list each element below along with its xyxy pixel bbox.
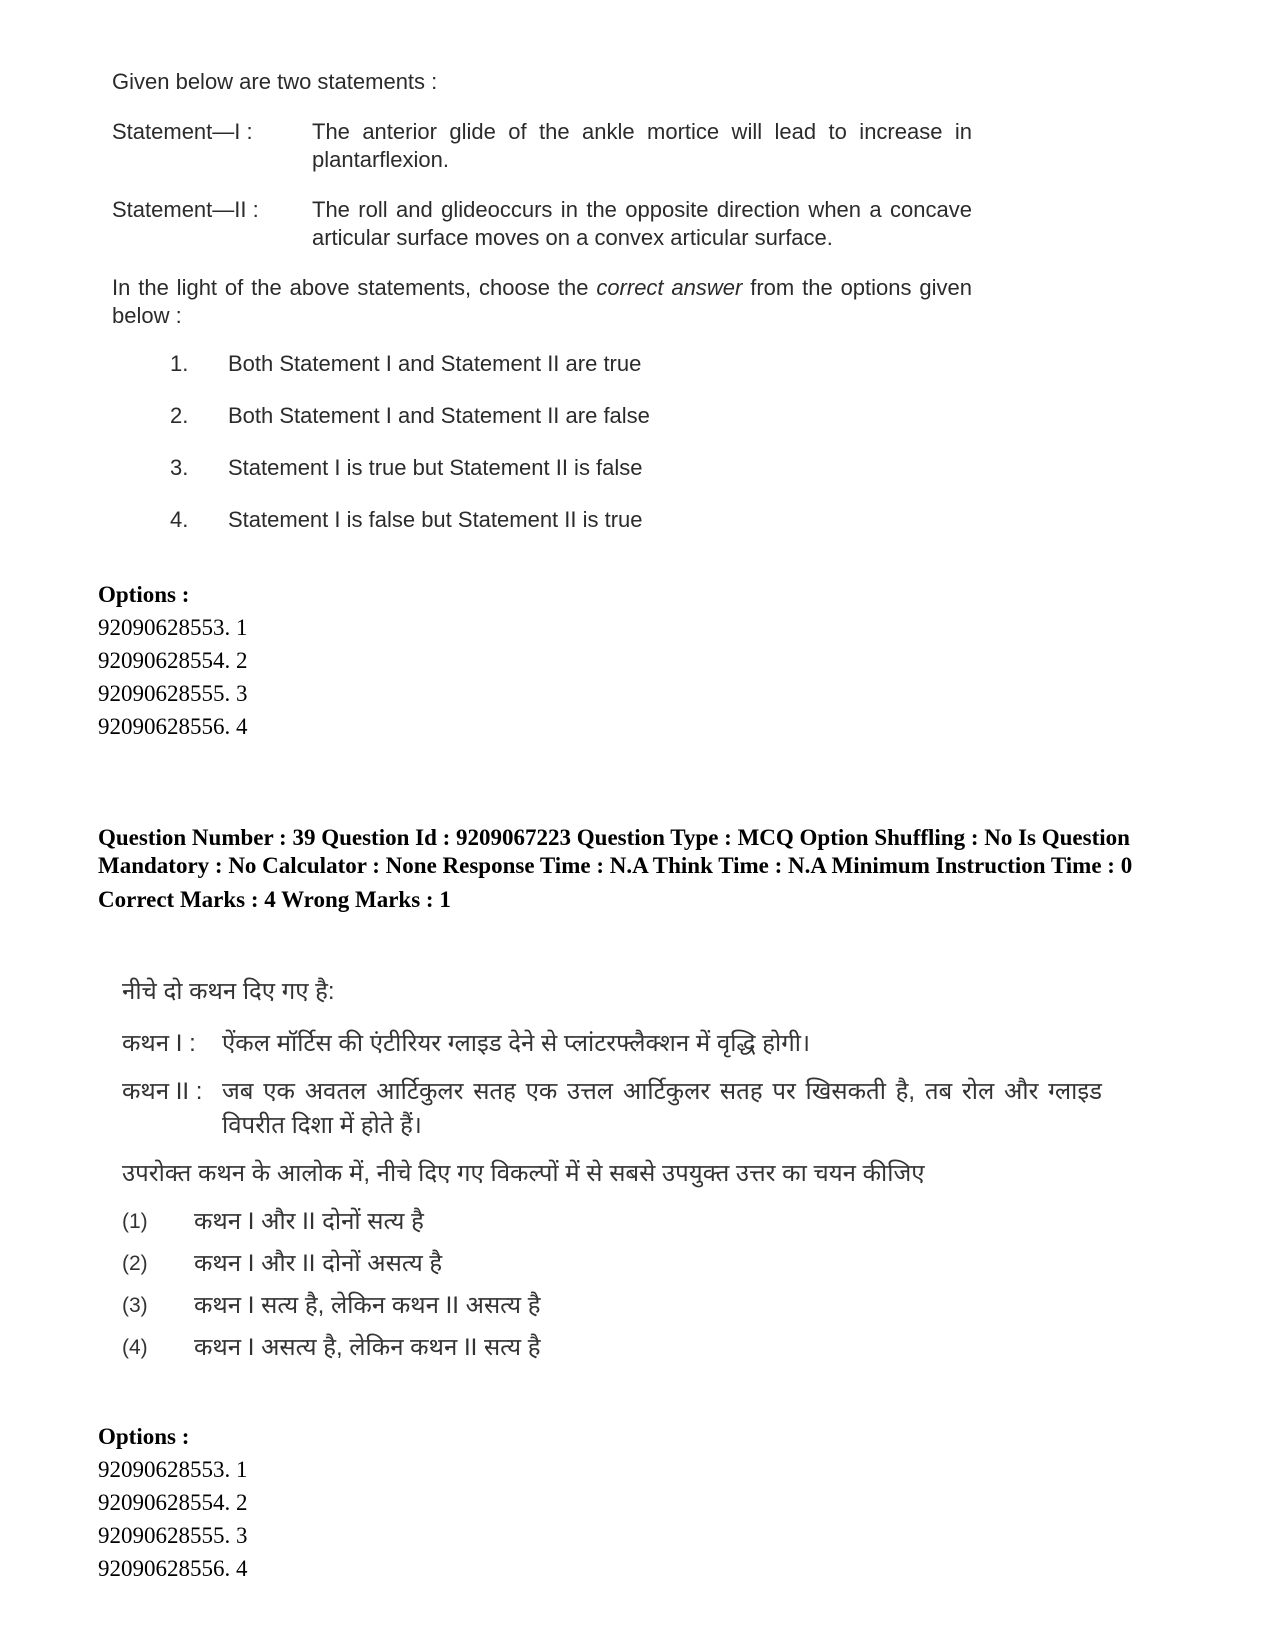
choice-text: Statement I is false but Statement II is true — [228, 507, 643, 532]
question-image-english — [112, 68, 972, 558]
question-meta-line: Question Number : 39 Question Id : 9209067223 Question Type : MCQ Option Shuffling : No Is Question Mandatory : No Calculator : None Response Time : N.A Think Time : N.A Minimum Instruction Time : 0 — [98, 825, 1133, 878]
statement-1-label: कथन I : — [122, 1030, 196, 1057]
statement-2-label: Statement—II : — [112, 197, 259, 222]
answer-choice — [170, 454, 972, 506]
option-id-line: 92090628554. 2 — [98, 648, 248, 673]
choice-number: 2. — [170, 403, 189, 428]
option-id-line: 92090628554. 2 — [98, 1490, 248, 1515]
options-block — [98, 578, 248, 743]
answer-choices — [122, 1205, 1102, 1373]
statement-1-label: Statement—I : — [112, 119, 253, 144]
question-intro: Given below are two statements : — [112, 69, 438, 94]
choice-text: Both Statement I and Statement II are false — [228, 403, 650, 428]
option-id-line: 92090628555. 3 — [98, 681, 248, 706]
statement-2-text: जब एक अवतल आर्टिकुलर सतह एक उत्तल आर्टिकुलर सतह पर खिसकती है, तब रोल और ग्लाइड विपरीत दिशा में होते हैं। — [222, 1078, 1102, 1139]
choice-number: 1. — [170, 351, 189, 376]
answer-choice — [122, 1205, 1102, 1247]
statement-2-text: The roll and glideoccurs in the opposite direction when a concave articular surface moves on a convex articular surface. — [312, 197, 972, 250]
answer-choice — [170, 402, 972, 454]
option-id-line: 92090628556. 4 — [98, 1556, 248, 1581]
option-id-line: 92090628553. 1 — [98, 1457, 248, 1482]
answer-choice — [170, 350, 972, 402]
statement-2-label: कथन II : — [122, 1078, 203, 1105]
question-image-hindi — [122, 975, 1102, 1373]
prompt-text-end: from the options given below : — [112, 275, 972, 328]
option-id-line: 92090628556. 4 — [98, 714, 248, 739]
answer-choice — [122, 1331, 1102, 1373]
choice-number: (3) — [122, 1294, 148, 1317]
choice-text: कथन I और II दोनों सत्य है — [194, 1208, 424, 1235]
choice-number: 4. — [170, 507, 189, 532]
choice-number: (4) — [122, 1336, 148, 1359]
answer-choice — [170, 506, 972, 558]
choice-number: 3. — [170, 455, 189, 480]
statement-2 — [112, 196, 972, 252]
prompt-text: In the light of the above statements, choose the — [112, 275, 597, 300]
statement-1 — [122, 1027, 1102, 1061]
question-prompt: उपरोक्त कथन के आलोक में, नीचे दिए गए विकल्पों में से सबसे उपयुक्त उत्तर का चयन कीजिए — [122, 1160, 925, 1187]
question-intro: नीचे दो कथन दिए गए है: — [122, 978, 335, 1005]
option-id-line: 92090628553. 1 — [98, 615, 248, 640]
choice-text: कथन I और II दोनों असत्य है — [194, 1250, 443, 1277]
question-marks: Correct Marks : 4 Wrong Marks : 1 — [98, 887, 451, 912]
statement-1-text: The anterior glide of the ankle mortice will lead to increase in plantarflexion. — [312, 119, 972, 172]
choice-text: कथन I असत्य है, लेकिन कथन II सत्य है — [194, 1334, 541, 1361]
option-id-line: 92090628555. 3 — [98, 1523, 248, 1548]
statement-2 — [122, 1075, 1102, 1143]
choice-text: Both Statement I and Statement II are true — [228, 351, 642, 376]
question-prompt — [112, 274, 972, 330]
options-heading: Options : — [98, 1424, 190, 1449]
choice-text: कथन I सत्य है, लेकिन कथन II असत्य है — [194, 1292, 541, 1319]
answer-choice — [122, 1289, 1102, 1331]
options-block — [98, 1420, 248, 1585]
choice-number: (1) — [122, 1210, 148, 1233]
answer-choice — [122, 1247, 1102, 1289]
statement-1 — [112, 118, 972, 174]
prompt-emphasis: correct answer — [596, 275, 743, 300]
choice-number: (2) — [122, 1252, 148, 1275]
choice-text: Statement I is true but Statement II is false — [228, 455, 643, 480]
question-meta — [98, 824, 1188, 914]
options-heading: Options : — [98, 582, 190, 607]
answer-choices — [170, 350, 972, 558]
statement-1-text: ऐंकल मॉर्टिस की एंटीरियर ग्लाइड देने से प्लांटरफ्लैक्शन में वृद्धि होगी। — [222, 1030, 811, 1057]
